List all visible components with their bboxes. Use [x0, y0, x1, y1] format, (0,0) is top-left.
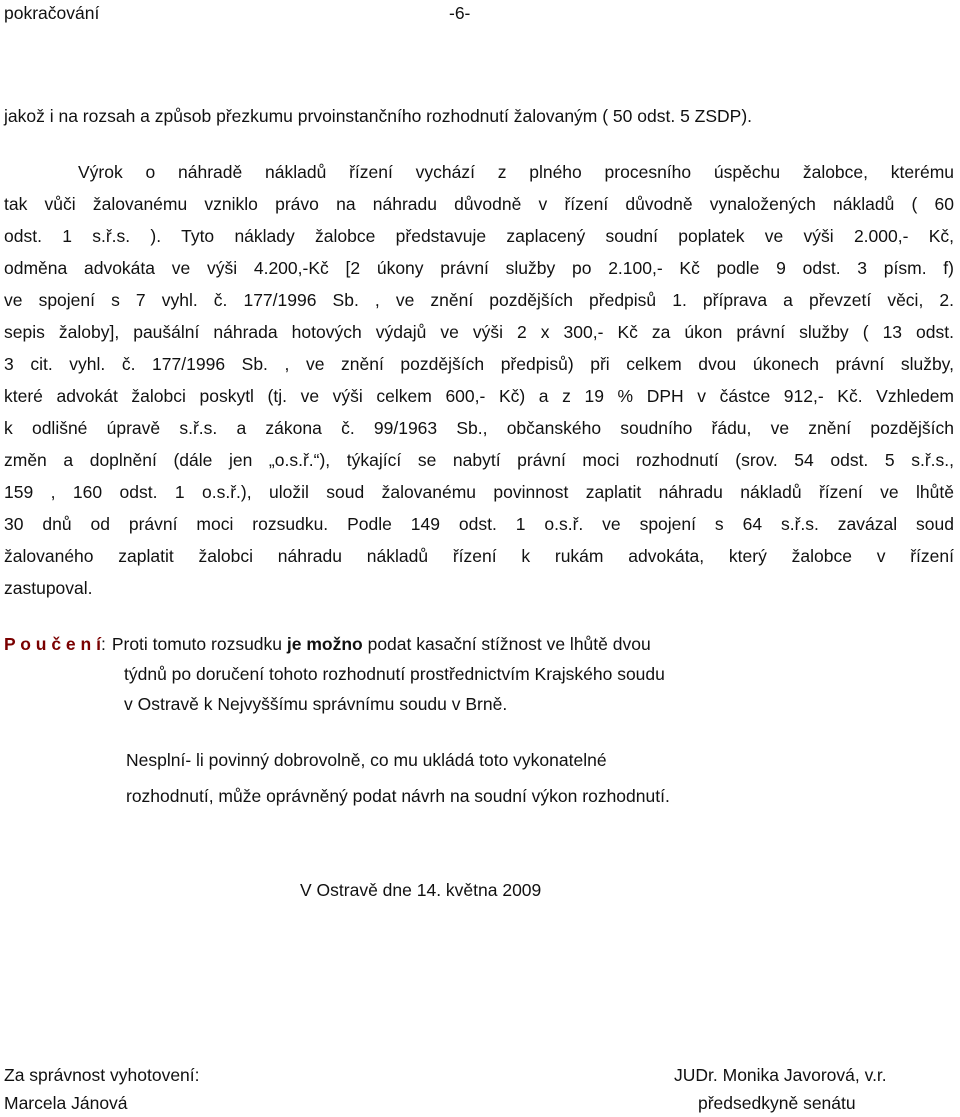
text-line: 30 dnů od právní moci rozsudku. Podle 149 odst. 1 o.s.ř. ve spojení s 64 s.ř.s. zavázal soud	[4, 514, 954, 534]
instruction-line-3: v Ostravě k Nejvyššímu správnímu soudu v Brně.	[124, 694, 508, 714]
instruction-colon: :	[100, 634, 106, 654]
instruction-heading: P o u č e n í	[4, 634, 101, 654]
instruction-emphasis: je možno	[286, 634, 363, 654]
text-line: 159 , 160 odst. 1 o.s.ř.), uložil soud žalovanému povinnost zaplatit náhradu nákladů řízení ve lhůtě	[4, 482, 954, 502]
continuation-label: pokračování	[4, 3, 100, 23]
text-line: tak vůči žalovanému vzniklo právo na náhradu důvodně v řízení důvodně vynaložených nákladů ( 60	[4, 194, 954, 214]
text-line: Výrok o náhradě nákladů řízení vychází z plného procesního úspěchu žalobce, kterému	[78, 162, 954, 182]
page-number: -6-	[449, 3, 471, 23]
certification-label: Za správnost vyhotovení:	[4, 1065, 200, 1085]
instruction-text-a: Proti tomuto rozsudku	[111, 634, 287, 654]
text-line: které advokát žalobci poskytl (tj. ve výši celkem 600,- Kč) a z 19 % DPH v částce 912,- Kč. Vzhledem	[4, 386, 954, 406]
text-line: změn a doplnění (dále jen „o.s.ř.“), týkající se nabytí právní moci rozhodnutí (srov. 54 odst. 5 s.ř.s.,	[4, 450, 954, 470]
text-line: jakož i na rozsah a způsob přezkumu prvoinstančního rozhodnutí žalovaným ( 50 odst. 5 ZSDP).	[4, 106, 753, 126]
text-line: zastupoval.	[4, 578, 93, 598]
text-line: k odlišné úpravě s.ř.s. a zákona č. 99/1963 Sb., občanského soudního řádu, ve znění pozdějších	[4, 418, 954, 438]
notice-line-1: Nesplní- li povinný dobrovolně, co mu ukládá toto vykonatelné	[126, 750, 607, 770]
instruction-line	[4, 634, 651, 655]
instruction-line-2: týdnů po doručení tohoto rozhodnutí prostřednictvím Krajského soudu	[124, 664, 665, 684]
text-line: 3 cit. vyhl. č. 177/1996 Sb. , ve znění pozdějších předpisů) při celkem dvou úkonech právní služby,	[4, 354, 954, 374]
judge-title: předsedkyně senátu	[698, 1093, 856, 1113]
date-and-place: V Ostravě dne 14. května 2009	[300, 880, 542, 900]
notice-line-2: rozhodnutí, může oprávněný podat návrh na soudní výkon rozhodnutí.	[126, 786, 670, 806]
text-line: odst. 1 s.ř.s. ). Tyto náklady žalobce představuje zaplacený soudní poplatek ve výši 2.000,- Kč,	[4, 226, 954, 246]
instruction-text-b: podat kasační stížnost ve lhůtě dvou	[362, 634, 651, 654]
text-line: ve spojení s 7 vyhl. č. 177/1996 Sb. , ve znění pozdějších předpisů 1. příprava a převzetí věci, 2.	[4, 290, 954, 310]
text-line: sepis žaloby], paušální náhrada hotových výdajů ve výši 2 x 300,- Kč za úkon právní služby ( 13 odst.	[4, 322, 954, 342]
clerk-name: Marcela Jánová	[4, 1093, 128, 1113]
text-line: žalovaného zaplatit žalobci náhradu nákladů řízení k rukám advokáta, který žalobce v řízení	[4, 546, 954, 566]
text-line: odměna advokáta ve výši 4.200,-Kč [2 úkony právní služby po 2.100,- Kč podle 9 odst. 3 písm. f)	[4, 258, 954, 278]
judge-name: JUDr. Monika Javorová, v.r.	[674, 1065, 887, 1085]
